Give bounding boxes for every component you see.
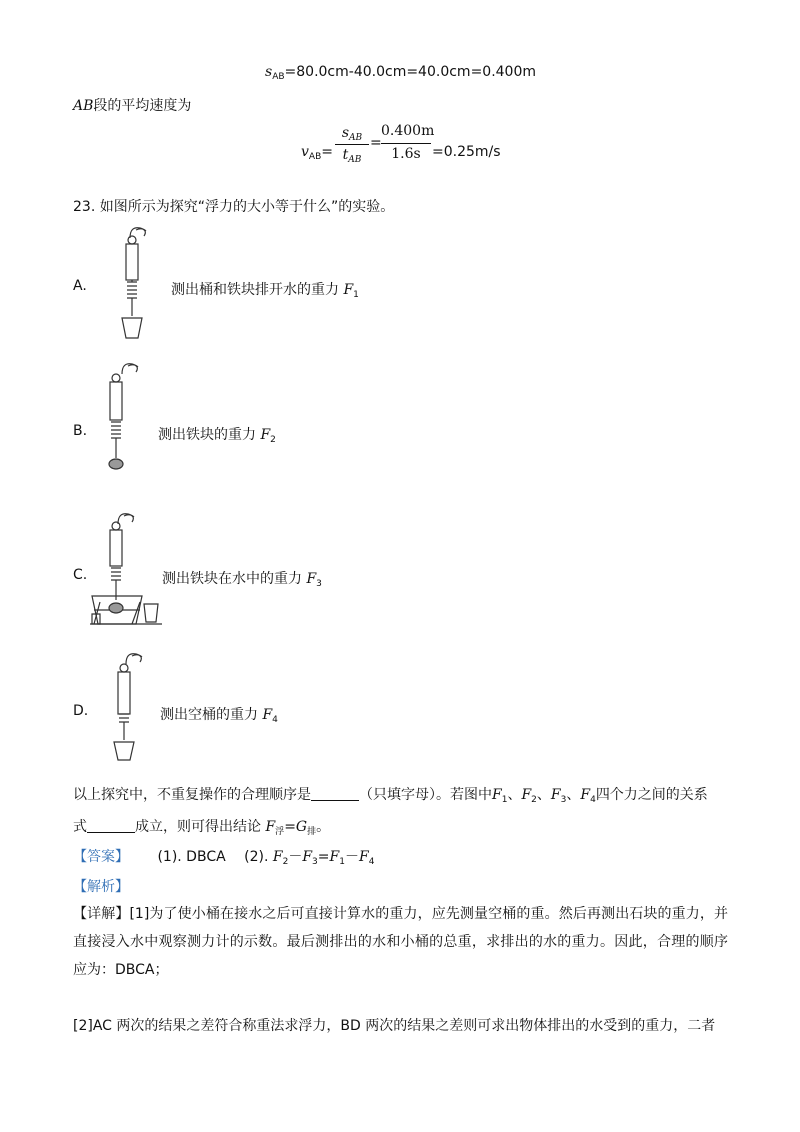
equation-speed bbox=[301, 121, 521, 167]
spring-scale-figure-d bbox=[104, 650, 154, 770]
spring-scale-figure-c bbox=[90, 510, 170, 630]
option-b-letter: B. bbox=[73, 423, 88, 439]
question-text: 如图所示为探究“浮力的大小等于什么”的实验。 bbox=[99, 199, 395, 215]
fraction-values: 0.400m 1.6s bbox=[381, 123, 435, 162]
spring-scale-figure-b bbox=[100, 360, 150, 480]
avg-speed-label bbox=[73, 95, 191, 115]
detail-paragraph-2 bbox=[73, 1012, 728, 1040]
option-d-letter: D. bbox=[73, 703, 89, 719]
option-b-text: 测出铁块的重力 $F_2$ bbox=[158, 427, 276, 445]
avg-speed-text: 段的平均速度为 bbox=[93, 98, 192, 114]
option-a-letter: A. bbox=[73, 278, 87, 294]
equation-distance bbox=[265, 64, 536, 82]
fraction-s-over-t: $s_{AB}$ $t_{AB}$ bbox=[335, 125, 369, 165]
equation-distance-value: =80.0cm-40.0cm=40.0cm=0.400m bbox=[284, 64, 537, 80]
fill-in-line-1: 以上探究中，不重复操作的合理顺序是 （只填字母）。若图中$F_1$、$F_2$、$F_3$、$F_4$四个力之间的关系 bbox=[73, 787, 708, 805]
option-c-text: 测出铁块在水中的重力 $F_3$ bbox=[162, 571, 322, 589]
detail-text-2: [2]AC 两次的结果之差符合称重法求浮力，BD 两次的结果之差则可求出物体排出的水受到的重力，二者 bbox=[73, 1018, 716, 1034]
subscript-ab: AB bbox=[272, 72, 285, 82]
analysis-tag: 【解析】 bbox=[73, 879, 129, 895]
fill-in-line-2: 式 成立，则可得出结论 $F_浮=G_排$。 bbox=[73, 819, 331, 837]
spring-scale-figure-a bbox=[108, 224, 158, 354]
option-c-letter: C. bbox=[73, 567, 88, 583]
segment-ab: AB bbox=[73, 98, 94, 114]
question-number: 23. bbox=[73, 199, 96, 215]
detail-paragraph bbox=[73, 900, 728, 984]
answer-2-equation: $F_2-F_3=F_1-F_4$ bbox=[272, 849, 375, 867]
detail-tag: 【详解】 bbox=[73, 906, 130, 922]
symbol-v: v bbox=[301, 144, 309, 160]
equals-sign-mid: = bbox=[370, 135, 382, 151]
answer-line bbox=[73, 846, 374, 867]
answer-tag: 【答案】 bbox=[73, 849, 129, 865]
symbol-s: s bbox=[265, 64, 273, 80]
answer-1: (1). DBCA bbox=[157, 849, 226, 865]
equals-sign: = bbox=[321, 144, 333, 160]
answer-2-label: (2). bbox=[244, 849, 269, 865]
question-23 bbox=[73, 196, 394, 216]
option-a-text: 测出桶和铁块排开水的重力 $F_1$ bbox=[171, 282, 359, 300]
blank-relation bbox=[87, 818, 135, 833]
option-d-text: 测出空桶的重力 $F_4$ bbox=[160, 707, 278, 725]
detail-text-1: [1]为了使小桶在接水之后可直接计算水的重力，应先测量空桶的重。然后再测出石块的重力，并直接浸入水中观察测力计的示数。最后测排出的水和小桶的总重，求排出的水的重力。因此，合理的顺序应为：DBCA； bbox=[73, 906, 728, 978]
speed-result: =0.25m/s bbox=[432, 144, 501, 160]
blank-order bbox=[311, 786, 359, 801]
subscript-v-ab: AB bbox=[308, 152, 322, 162]
